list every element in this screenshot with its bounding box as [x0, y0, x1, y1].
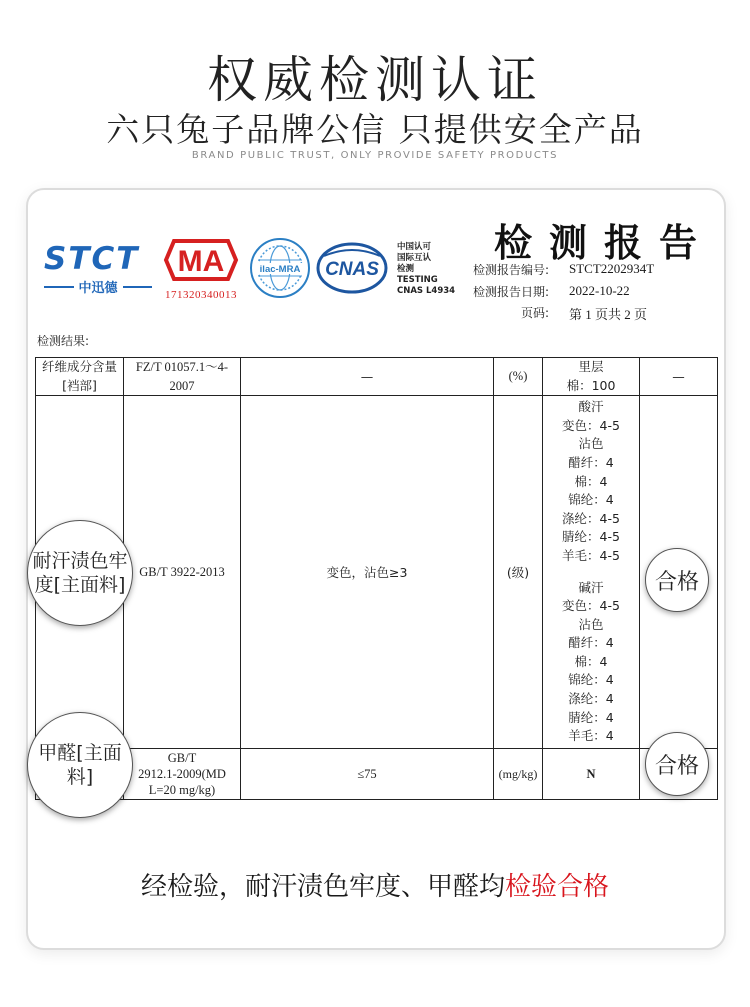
row2-result-line: 涤纶：4 [568, 691, 614, 707]
row3-unit: (mg/kg) [494, 749, 543, 800]
row2-result-line: 醋纤：4 [568, 454, 614, 470]
row2-result-spacer [543, 566, 639, 579]
cnas-caption-line: TESTING [397, 275, 438, 285]
row3-requirement: ≤75 [241, 749, 494, 800]
row1-result [543, 358, 640, 396]
row1-verdict: — [640, 358, 718, 396]
table-row [36, 749, 718, 800]
table-row [36, 396, 718, 749]
row2-result-line: 变色：4-5 [562, 417, 620, 433]
results-label: 检测结果: [37, 334, 90, 348]
row2-result-line: 棉：4 [574, 473, 608, 489]
report-page-label: 页码: [520, 306, 549, 320]
table-row [36, 358, 718, 396]
row1-standard: FZ/T 01057.1～4-2007 [124, 358, 241, 396]
report-date-label: 检测报告日期: [472, 285, 549, 299]
row2-result-line: 羊毛：4 [568, 728, 614, 744]
row2-unit: (级) [494, 396, 543, 749]
row2-result-line: 锦纶：4 [568, 492, 614, 508]
row1-item: 纤维成分含量[裆部] [36, 358, 124, 396]
row2-result-line: 羊毛：4-5 [562, 547, 620, 563]
cnas-caption-line: 检测 [397, 264, 415, 274]
stct-logo-chinese: 中迅德 [78, 281, 118, 296]
row2-result-line: 沾色 [578, 616, 604, 632]
row3-result: N [543, 749, 640, 800]
row2-result-line: 沾色 [578, 436, 604, 452]
row2-result-line: 棉：4 [574, 653, 608, 669]
cma-logo-text: MA [177, 245, 225, 278]
row2-result-line: 变色：4-5 [562, 598, 620, 614]
row3-standard-line: 2912.1-2009(MD [138, 767, 226, 781]
row2-result-line: 醋纤：4 [568, 635, 614, 651]
conclusion [0, 866, 750, 903]
results-table [35, 357, 718, 800]
page-subtitle: 六只兔子品牌公信 只提供安全产品 [106, 110, 644, 149]
row3-verdict: 合格 [654, 753, 699, 779]
report-number-row [440, 261, 740, 279]
report-date-value: 2022-10-22 [569, 283, 630, 298]
row1-result-line: 棉：100 [566, 377, 616, 393]
row2-verdict: 合格 [654, 569, 699, 595]
row3-standard-line: GB/T [167, 751, 197, 765]
row2-result-line: 碱汗 [578, 579, 604, 595]
report-number-value: STCT2202934T [569, 261, 655, 276]
row2-result-line: 锦纶：4 [568, 672, 614, 688]
cnas-caption-line: 中国认可 [397, 242, 432, 252]
report-page-row [440, 304, 740, 322]
row2-item: 耐汗渍色牢度[主面料] [32, 550, 128, 596]
cnas-logo [316, 242, 388, 294]
conclusion-highlight: 检验合格 [505, 872, 610, 902]
ilac-logo-text: ilac-MRA [259, 264, 301, 275]
row2-result-line: 涤纶：4-5 [562, 510, 620, 526]
row2-standard: GB/T 3922-2013 [124, 396, 241, 749]
cnas-caption-line: CNAS L4934 [397, 286, 456, 296]
row3-standard [124, 749, 241, 800]
row2-result [543, 396, 640, 749]
report-page-value: 第 1 页共 2 页 [569, 307, 648, 322]
row2-result-line: 腈纶：4-5 [562, 529, 620, 545]
page-tagline: BRAND PUBLIC TRUST, ONLY PROVIDE SAFETY PRODUCTS [191, 150, 559, 161]
cnas-logo-icon [316, 242, 388, 294]
cma-code: 171320340013 [165, 289, 237, 301]
row2-verdict-stamp [645, 548, 709, 612]
report-title: 检测报告 [494, 220, 715, 265]
report-date-row [440, 283, 740, 301]
row2-requirement: 变色，沾色≥3 [241, 396, 494, 749]
cma-logo-icon [160, 237, 242, 283]
report-number-label: 检测报告编号: [472, 263, 549, 277]
row1-unit: (%) [494, 358, 543, 396]
ilac-mra-logo [249, 237, 311, 299]
row2-item-stamp [27, 520, 133, 626]
conclusion-text: 经检验，耐汗渍色牢度、甲醛均 [140, 872, 505, 902]
stct-logo-text: STCT [44, 241, 140, 277]
cnas-logo-text: CNAS [325, 259, 379, 280]
row3-verdict-stamp [645, 732, 709, 796]
cma-logo [160, 237, 242, 301]
row2-result-line: 腈纶：4 [568, 709, 614, 725]
row3-item-stamp [27, 712, 133, 818]
ilac-globe-icon [249, 237, 311, 299]
row3-standard-line: L=20 mg/kg) [148, 783, 216, 797]
row1-requirement: — [241, 358, 494, 396]
row2-result-line: 酸汗 [578, 399, 604, 415]
row3-item: 甲醛[主面料] [38, 742, 122, 788]
page-title: 权威检测认证 [207, 51, 543, 109]
row1-result-line: 里层 [578, 359, 604, 374]
stct-logo [44, 243, 152, 296]
cnas-caption-line: 国际互认 [397, 253, 432, 263]
